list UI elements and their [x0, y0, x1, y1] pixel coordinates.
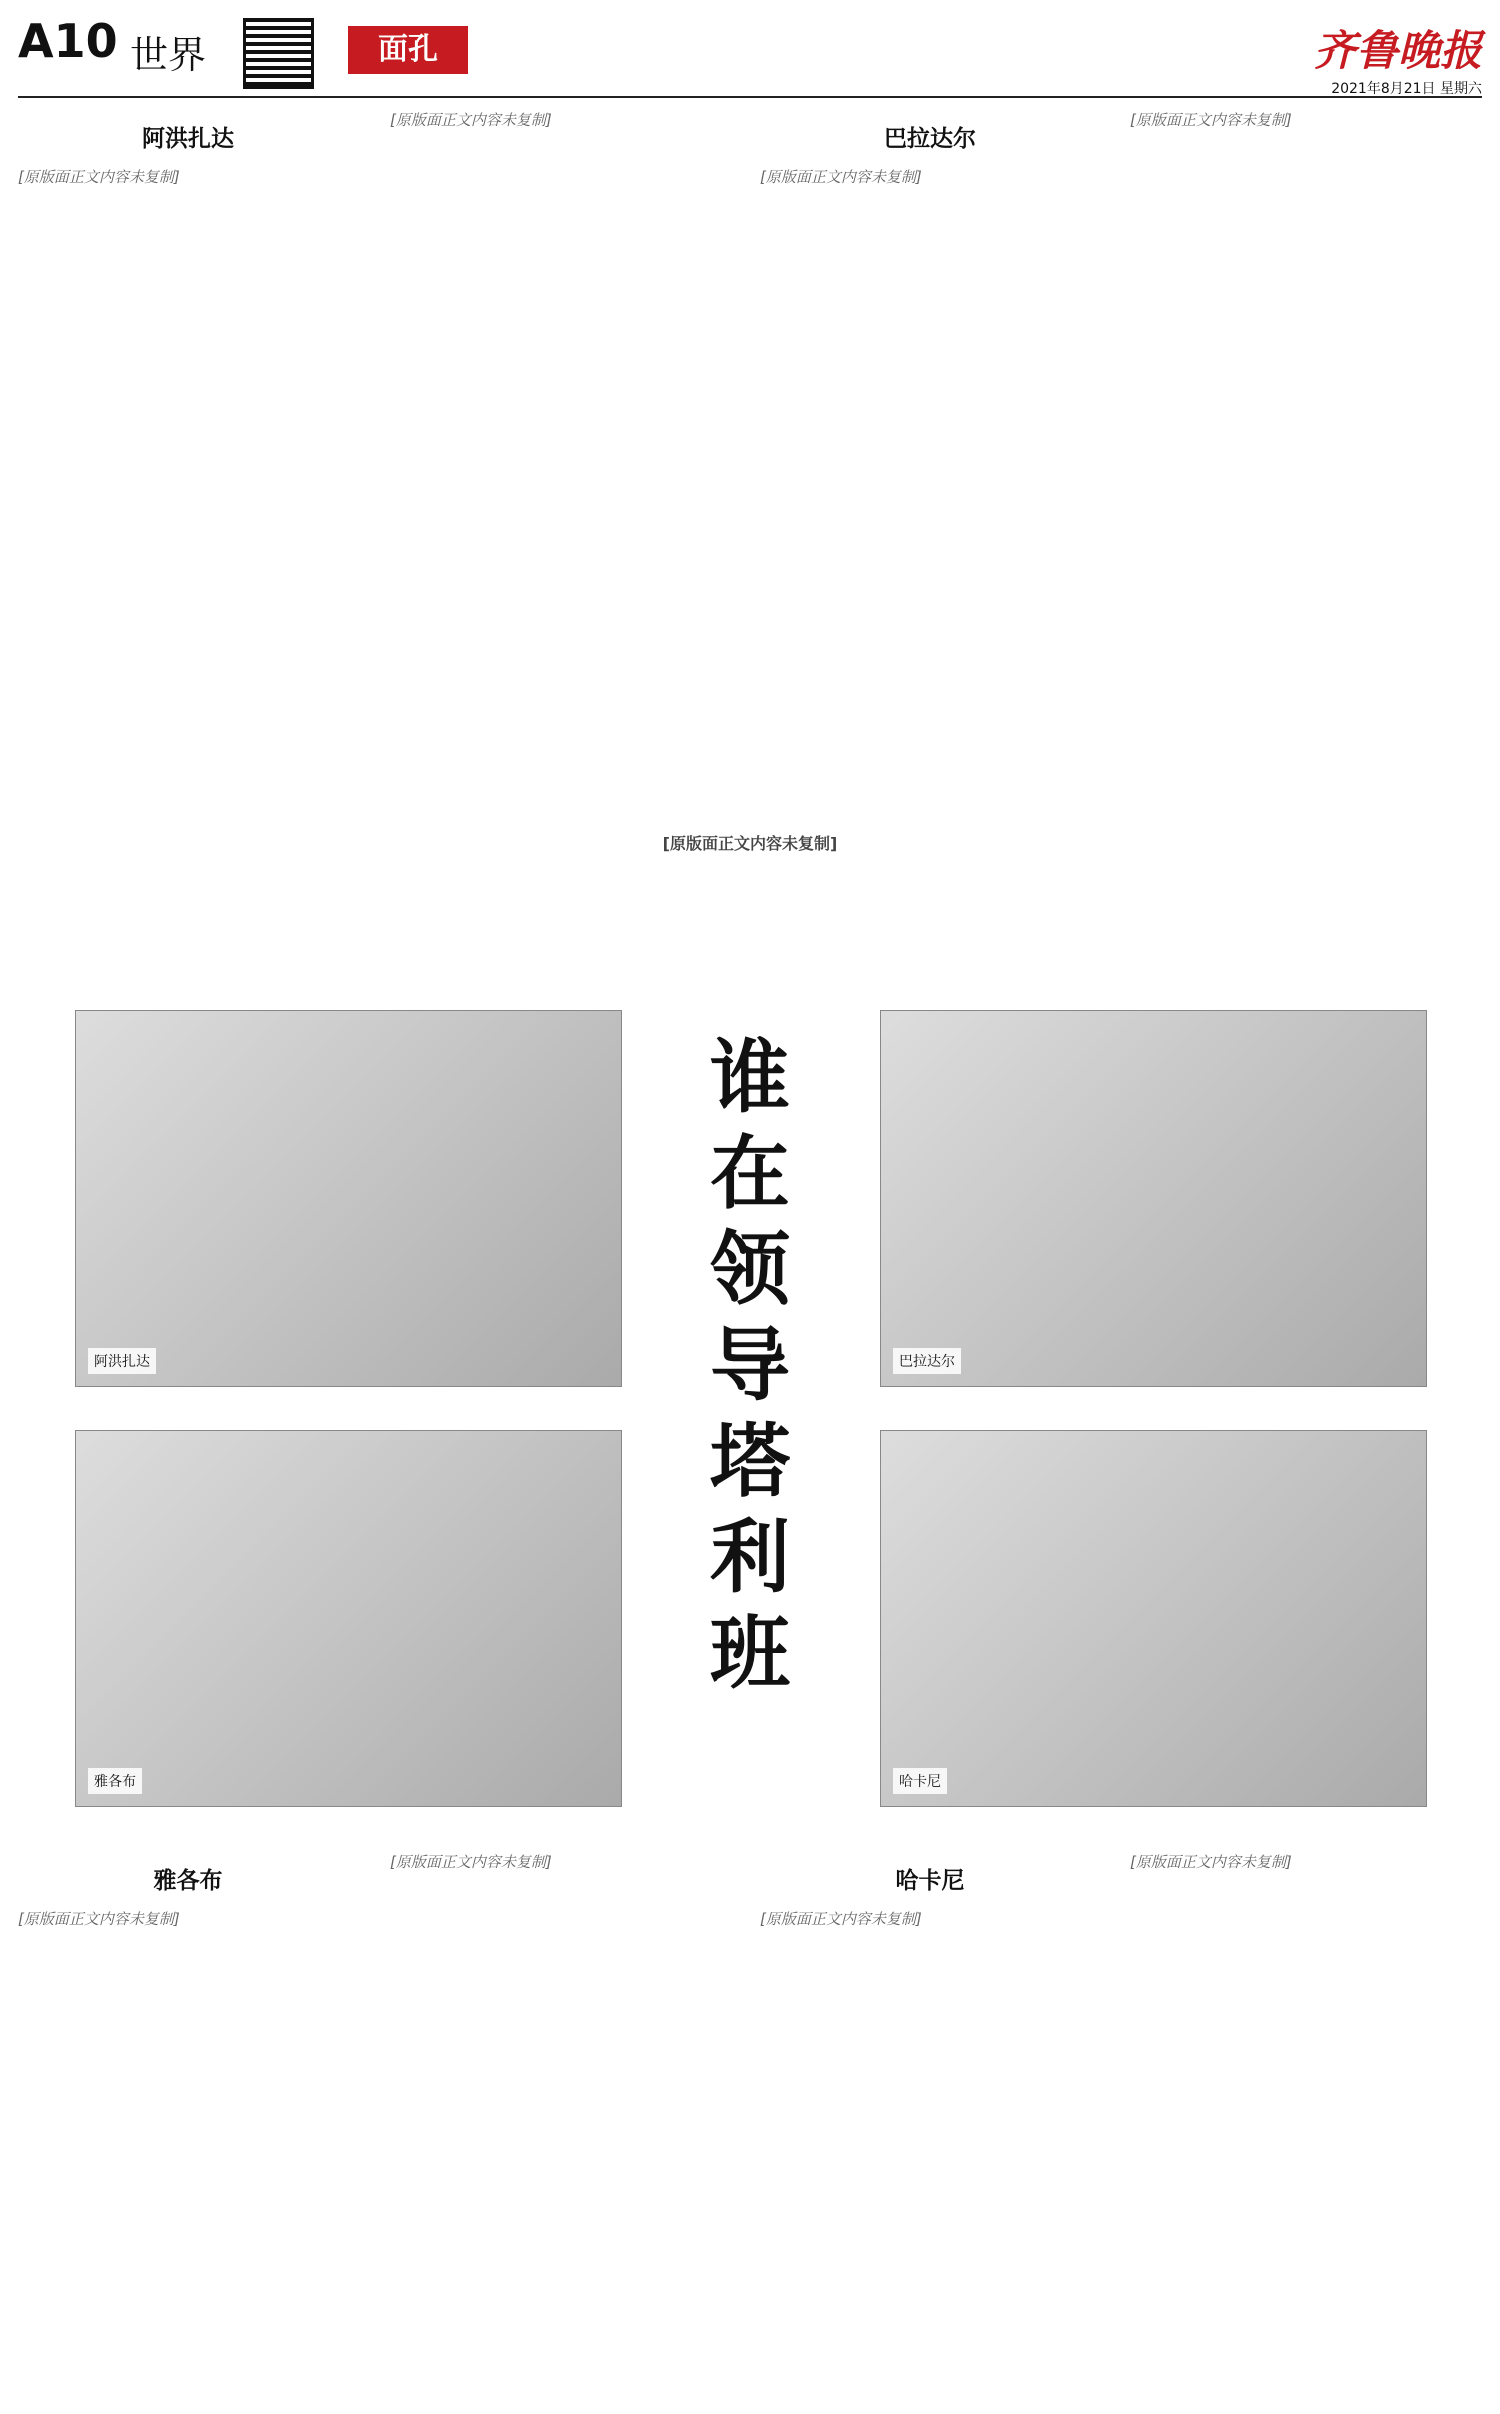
main-title: 谁在领导塔利班 — [710, 1031, 790, 1700]
article-body: [原版面正文内容未复制] — [18, 168, 180, 186]
bottom-column-1: 雅各布 [原版面正文内容未复制] — [18, 1868, 223, 1928]
article-heading: 巴拉达尔 — [884, 126, 976, 152]
portrait-photo: 雅各布 — [75, 1430, 622, 1807]
bottom-column-2: [原版面正文内容未复制] — [390, 1853, 552, 1871]
article-column-1 — [18, 108, 358, 190]
bottom-column-4: [原版面正文内容未复制] — [1130, 1853, 1292, 1871]
article-column-4 — [1130, 108, 1470, 133]
article-body: [原版面正文内容未复制] — [390, 111, 552, 129]
bottom-column-3: 哈卡尼 [原版面正文内容未复制] — [760, 1868, 965, 1928]
portrait-photo: 巴拉达尔 — [880, 1010, 1427, 1387]
article-heading: 阿洪扎达 — [142, 126, 234, 152]
section-title: 世界 — [130, 33, 207, 77]
article-column-3 — [760, 108, 1100, 190]
page-number: A10 — [18, 14, 118, 68]
article-column-2 — [390, 108, 730, 133]
lead-paragraph: [原版面正文内容未复制] — [662, 834, 838, 853]
article-body: [原版面正文内容未复制] — [760, 168, 922, 186]
portrait-photo: 阿洪扎达 — [75, 1010, 622, 1387]
issue-date: 2021年8月21日 星期六 — [1331, 81, 1482, 97]
article-body: [原版面正文内容未复制] — [1130, 111, 1292, 129]
page-header — [18, 8, 1482, 98]
portrait-photo: 哈卡尼 — [880, 1430, 1427, 1807]
qr-code-icon — [243, 18, 314, 89]
section-tag: 面孔 — [348, 26, 468, 74]
newspaper-logo: 齐鲁晚报 — [1313, 26, 1482, 75]
